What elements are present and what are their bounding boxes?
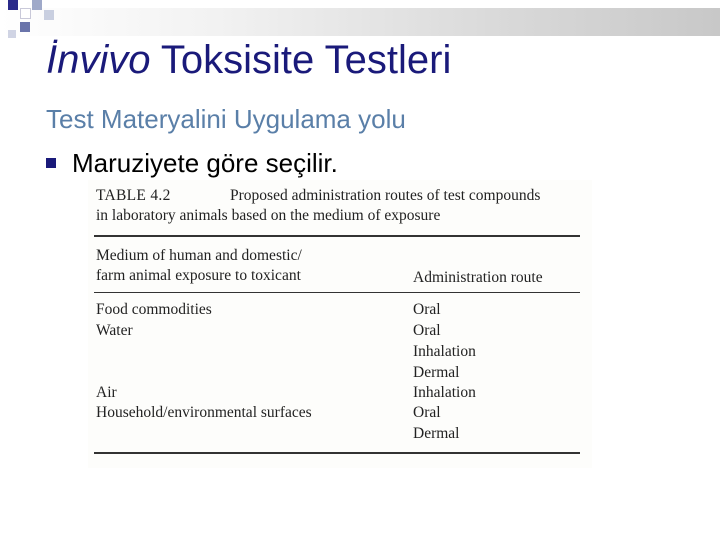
table-cell-medium: Water: [96, 322, 133, 339]
table-cell-medium: Air: [96, 384, 117, 401]
header-medium-line1: Medium of human and domestic/: [96, 247, 302, 264]
decorative-square: [8, 0, 18, 10]
square-bullet-icon: [46, 158, 56, 168]
table-cell-route: Oral: [413, 404, 441, 421]
bullet-item: [46, 148, 338, 179]
table-cell-route: Oral: [413, 322, 441, 339]
title-italic-part: İnvivo: [46, 38, 151, 82]
bullet-text: Maruziyete göre seçilir.: [72, 148, 338, 178]
table-cell-route: Dermal: [413, 425, 460, 442]
slide-title: [46, 38, 451, 83]
decorative-square: [8, 30, 16, 38]
decorative-square: [32, 0, 42, 10]
table-top-rule: [94, 235, 580, 237]
header-route: Administration route: [413, 269, 543, 286]
table-label: TABLE 4.2: [96, 187, 171, 204]
table-cell-route: Dermal: [413, 364, 460, 381]
table-cell-route: Inhalation: [413, 343, 476, 360]
decorative-header-bar: [0, 8, 720, 36]
table-caption-line1: Proposed administration routes of test compounds: [230, 187, 541, 204]
header-medium-line2: farm animal exposure to toxicant: [96, 267, 301, 284]
table-cell-medium: Household/environmental surfaces: [96, 404, 312, 421]
table-header-rule: [94, 292, 580, 293]
title-rest: Toksisite Testleri: [150, 38, 452, 82]
table-cell-medium: Food commodities: [96, 301, 212, 318]
header-medium: [96, 246, 302, 286]
decorative-square: [44, 10, 54, 20]
table-cell-route: Inhalation: [413, 384, 476, 401]
decorative-square: [20, 22, 30, 32]
table-caption: [96, 186, 540, 226]
table-caption-line2: in laboratory animals based on the medium of exposure: [96, 207, 441, 224]
table-figure: [88, 180, 592, 468]
decorative-square: [20, 8, 31, 19]
slide-subtitle: Test Materyalini Uygulama yolu: [46, 104, 406, 134]
table-cell-route: Oral: [413, 301, 441, 318]
table-bottom-rule: [94, 452, 580, 454]
